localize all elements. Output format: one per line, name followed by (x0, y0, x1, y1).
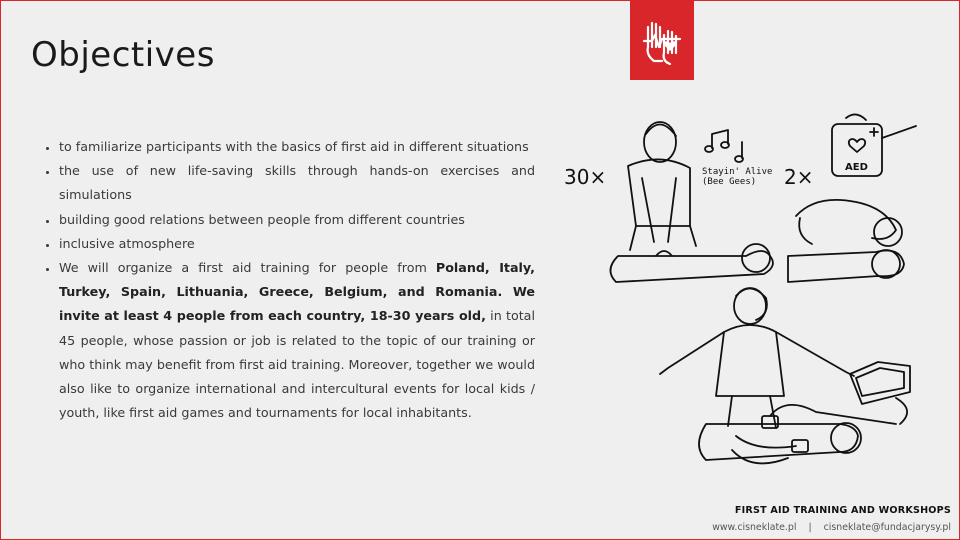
compressions-count: 30× (564, 165, 607, 189)
list-item: • to familiarize participants with the basics of first aid in different situations (59, 135, 535, 159)
list-item: • building good relations between people from different countries (59, 208, 535, 232)
list-item: • inclusive atmosphere (59, 232, 535, 256)
text-run: in total 45 people, whose passion or job is related to the topic of our training or who think may benefit from first aid training. Moreover, together we would also like to organize international and intercultural events for local kids / youth, like first aid games and tournaments for local inhabitants. (59, 308, 535, 421)
footer-separator: | (808, 522, 812, 533)
email-link[interactable]: cisneklate@fundacjarysy.pl (823, 522, 951, 533)
logo (630, 1, 694, 80)
website-link[interactable]: www.cisneklate.pl (712, 522, 797, 533)
footer-title: FIRST AID TRAINING AND WORKSHOPS (734, 505, 951, 516)
cpr-illustration (556, 106, 926, 496)
list-item: • the use of new life-saving skills through hands-on exercises and simulations (59, 159, 535, 207)
song-artist: (Bee Gees) (702, 177, 757, 187)
bold-text: Poland, Italy, Turkey, Spain, Lithuania, Greece, Belgium, and Romania. We invite at least 4 people from each country, 18-30 years old, (59, 260, 536, 324)
list-item (59, 256, 535, 425)
objectives-list (41, 135, 535, 425)
song-title: Stayin' Alive (702, 167, 773, 177)
breaths-count: 2× (784, 165, 814, 189)
hands-heart-icon (640, 17, 684, 65)
text-run: We will organize a first aid training for people from (59, 260, 436, 276)
footer-contact (712, 522, 951, 533)
slide-title: Objectives (31, 35, 215, 75)
aed-label: AED (845, 162, 868, 173)
